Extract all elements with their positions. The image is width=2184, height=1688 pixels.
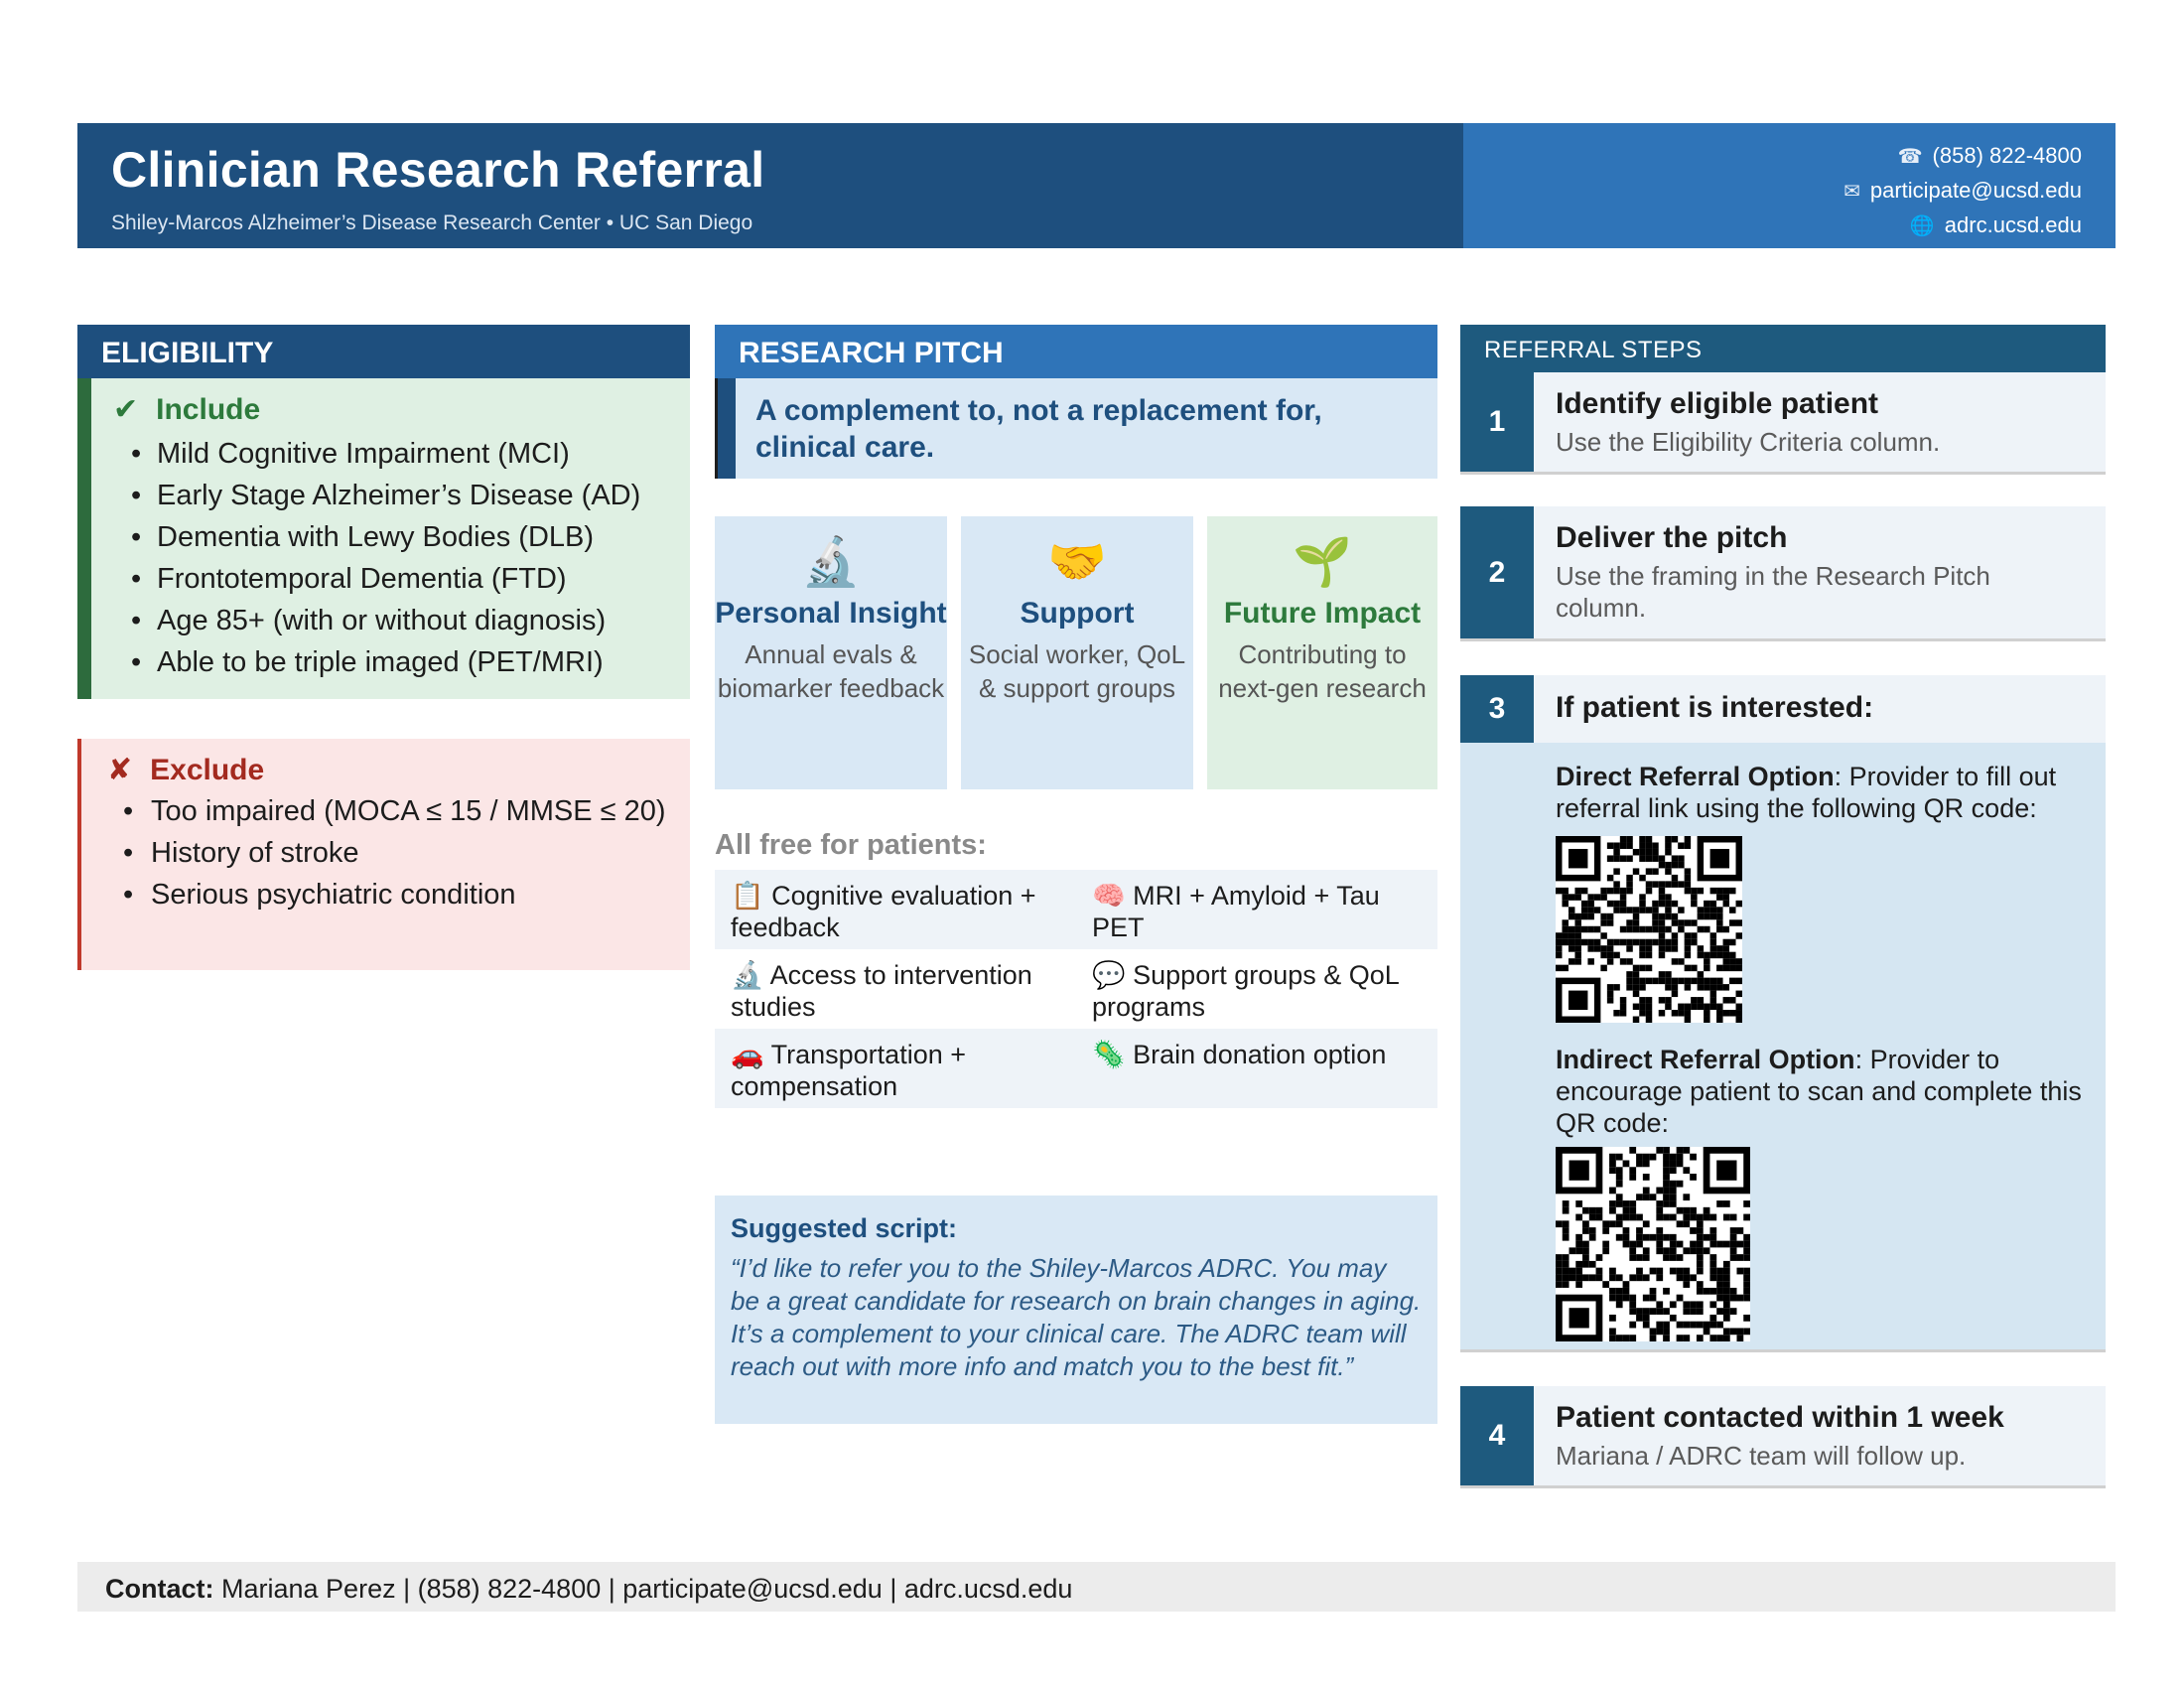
step-3-header: [1460, 675, 2106, 743]
card-description: Social worker, QoL & support groups: [968, 639, 1186, 703]
benefit-item: 💬 Support groups & QoL programs: [1092, 960, 1399, 1022]
step-description: Use the Eligibility Criteria column.: [1556, 427, 1941, 457]
script-title: Suggested script:: [731, 1213, 958, 1243]
card-description: Annual evals & biomarker feedback: [717, 639, 945, 703]
brain-icon: 🧠: [1092, 881, 1126, 911]
card-title: Future Impact: [1223, 597, 1422, 630]
pitch-tagline: A complement to, not a replacement for, clinical care.: [718, 378, 1437, 479]
seedling-icon: 🌱: [1293, 536, 1352, 589]
benefit-item: 🧠 MRI + Amyloid + Tau PET: [1076, 870, 1437, 949]
header-title-area: [77, 123, 1463, 248]
referral-steps-column: [1460, 325, 2106, 1488]
card-future-impact: [1207, 516, 1437, 789]
eligibility-heading: ELIGIBILITY: [77, 325, 690, 378]
indirect-referral-qr-code[interactable]: [1556, 1147, 1750, 1341]
script-body: “I’d like to refer you to the Shiley-Marcos ADRC. You may be a great candidate for research on brain changes in aging. It’s a complement to your clinical care. The ADRC team will reach out with more info and match you to the best fit.”: [731, 1253, 1422, 1381]
card-title: Support: [1020, 597, 1135, 630]
step-number: 4: [1460, 1386, 1534, 1485]
envelope-icon: ✉: [1843, 181, 1860, 203]
benefit-item: 📋 Cognitive evaluation + feedback: [715, 870, 1076, 949]
cross-icon: ✘: [107, 754, 133, 786]
list-item: • Dementia with Lewy Bodies (DLB): [113, 516, 680, 558]
list-item: • Early Stage Alzheimer’s Disease (AD): [113, 475, 680, 516]
step-title: Deliver the pitch: [1556, 521, 1788, 554]
header-email[interactable]: ✉ participate@ucsd.edu: [1463, 174, 2082, 209]
microscope-icon: 🔬: [801, 536, 861, 589]
suggested-script-box: [715, 1196, 1437, 1424]
list-item: • Mild Cognitive Impairment (MCI): [113, 433, 680, 475]
benefit-item: 🦠 Brain donation option: [1076, 1029, 1437, 1108]
page-title: Clinician Research Referral: [111, 142, 765, 198]
globe-icon: 🌐: [1909, 215, 1935, 237]
page-subtitle: Shiley-Marcos Alzheimer’s Disease Research Center • UC San Diego: [111, 211, 753, 234]
card-personal-insight: [715, 516, 947, 789]
clipboard-icon: 📋: [731, 881, 764, 911]
pitch-heading: RESEARCH PITCH: [715, 325, 1437, 378]
eligibility-column: [77, 325, 690, 970]
card-description: Contributing to next-gen research: [1218, 639, 1427, 703]
header-contact-area: [1463, 123, 2116, 248]
step-4: [1460, 1386, 2106, 1488]
card-support: [961, 516, 1193, 789]
header-phone[interactable]: ☎ (858) 822-4800: [1463, 139, 2082, 174]
direct-referral-qr-code[interactable]: [1556, 836, 1742, 1023]
step-3-content: [1460, 743, 2106, 1352]
free-benefits-title: All free for patients:: [715, 829, 987, 861]
header-banner: [77, 123, 2116, 248]
direct-referral-option: Direct Referral Option: Provider to fill out referral link using the following QR code:: [1556, 762, 2057, 823]
car-icon: 🚗: [731, 1040, 764, 1069]
handshake-icon: 🤝: [1047, 536, 1107, 589]
benefit-item: 🚗 Transportation + compensation: [715, 1029, 1076, 1108]
footer-label: Contact:: [105, 1574, 214, 1604]
indirect-referral-option: Indirect Referral Option: Provider to encourage patient to scan and complete this QR code:: [1556, 1045, 2082, 1138]
step-2: [1460, 506, 2106, 641]
list-item: • Serious psychiatric condition: [107, 877, 680, 913]
header-website[interactable]: 🌐 adrc.ucsd.edu: [1463, 209, 2082, 243]
microbe-icon: 🦠: [1092, 1040, 1126, 1069]
step-title: Identify eligible patient: [1556, 387, 1879, 420]
include-list: [113, 433, 680, 683]
step-description: Mariana / ADRC team will follow up.: [1556, 1441, 1967, 1471]
free-benefits-grid: [715, 870, 1437, 1108]
list-item: • History of stroke: [107, 835, 680, 871]
list-item: • Too impaired (MOCA ≤ 15 / MMSE ≤ 20): [107, 793, 680, 829]
tagline-frame: [715, 378, 1437, 479]
phone-icon: ☎: [1897, 146, 1923, 168]
step-1: [1460, 372, 2106, 475]
step-3: [1460, 675, 2106, 1352]
include-title: ✔ Include: [113, 393, 261, 426]
step-title: If patient is interested:: [1534, 675, 2106, 743]
footer-text: Mariana Perez | (858) 822-4800 | participate@ucsd.edu | adrc.ucsd.edu: [213, 1574, 1073, 1604]
step-number: 2: [1460, 506, 1534, 638]
card-title: Personal Insight: [715, 597, 947, 630]
exclude-title: ✘ Exclude: [107, 754, 265, 786]
exclude-box: [77, 739, 690, 970]
step-description: Use the framing in the Research Pitch column.: [1556, 561, 1990, 623]
pitch-cards: [715, 516, 1437, 789]
steps-heading: REFERRAL STEPS: [1460, 325, 2106, 372]
list-item: • Age 85+ (with or without diagnosis): [113, 600, 680, 641]
step-body: [1534, 372, 2106, 472]
check-icon: ✔: [113, 393, 139, 426]
step-body: [1534, 506, 2106, 638]
step-number: 1: [1460, 372, 1534, 472]
microscope-icon: 🔬: [731, 960, 764, 990]
speech-bubble-icon: 💬: [1092, 960, 1126, 990]
footer-contact: [77, 1562, 2116, 1612]
step-body: [1534, 1386, 2106, 1485]
benefit-item: 🔬 Access to intervention studies: [731, 960, 1032, 1022]
exclude-list: [107, 793, 680, 913]
step-title: Patient contacted within 1 week: [1556, 1401, 2004, 1434]
list-item: • Able to be triple imaged (PET/MRI): [113, 641, 680, 683]
step-number: 3: [1460, 675, 1534, 743]
include-box: [77, 378, 690, 699]
research-pitch-column: [715, 325, 1437, 1424]
list-item: • Frontotemporal Dementia (FTD): [113, 558, 680, 600]
